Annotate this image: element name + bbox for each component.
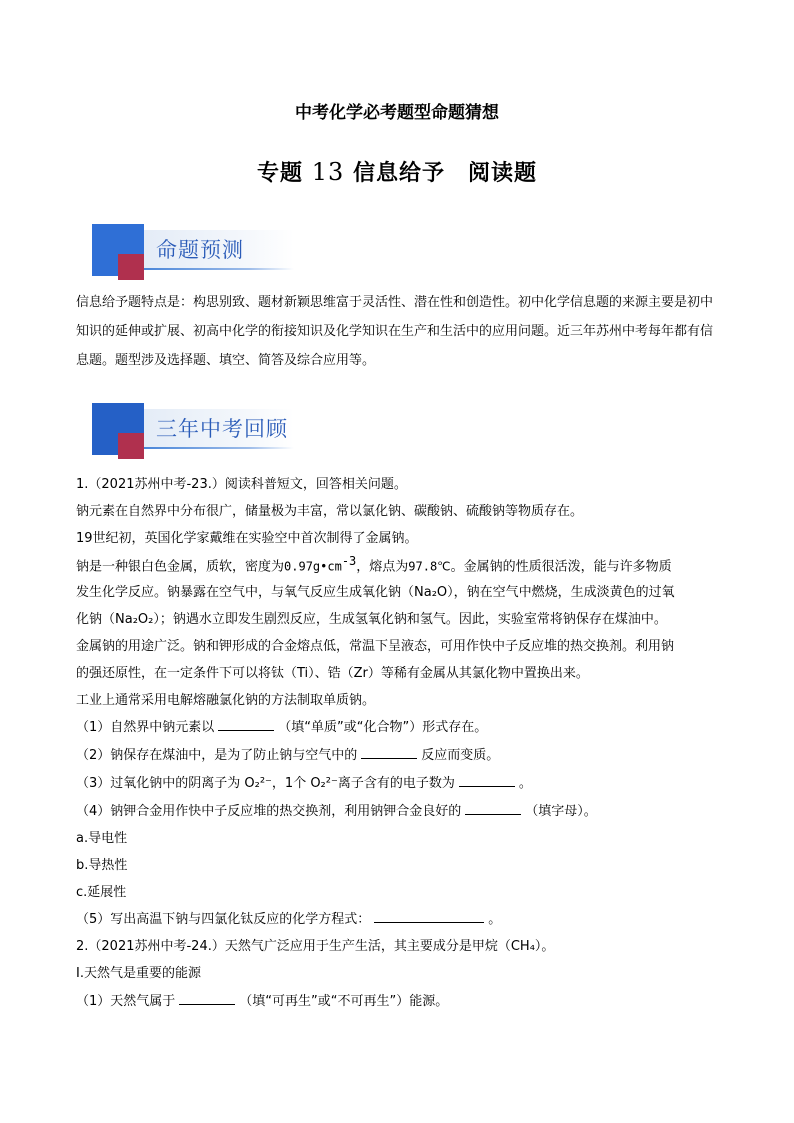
sub-title-number: 13 [311,158,345,186]
q1-text: 钠是一种银白色金属，质软，密度为 [76,559,285,575]
q1-text-line: 发生化学反应。钠暴露在空气中，与氧气反应生成氧化钠（Na₂O），钠在空气中燃烧，生成淡黄色的过氧 [76,585,675,600]
subquestion-text: （2）钠保存在煤油中，是为了防止钠与空气中的 [76,748,358,763]
subquestion-text: 反应而变质。 [421,748,500,763]
subquestion-text: （填字母）。 [525,804,597,819]
q2-heading: 2.（2021苏州中考-24.）天然气广泛应用于生产生活，其主要成分是甲烷（CH₄）。 [76,939,555,954]
subquestion-text: （填“可再生”或“不可再生”）能源。 [239,994,449,1009]
answer-blank[interactable] [374,910,484,923]
section-banner-prediction [80,224,300,284]
subquestion-text: （3）过氧化钠中的阴离子为 O₂²⁻，1个 O₂²⁻离子含有的电子数为 [76,776,455,791]
intro-paragraph: 信息给予题特点是：构思别致、题材新颖思维富于灵活性、潜在性和创造性。初中化学信息题的来源主要是初中知识的延伸或扩展、初高中化学的衔接知识及化学知识在生产和生活中的应用问题。近三年苏州中考每年都有信息题。题型涉及选择题、填空、简答及综合应用等。 [76,295,714,368]
answer-blank[interactable] [361,746,417,759]
q2-part-heading: Ⅰ.天然气是重要的能源 [76,966,201,981]
sub-title [0,156,794,187]
q1-subquestion-3 [76,772,532,791]
subquestion-text: （填“单质”或“化合物”）形式存在。 [278,720,488,735]
q1-subquestion-5 [76,908,501,927]
banner-underline [144,447,294,449]
q1-text-line: 化钠（Na₂O₂）；钠遇水立即发生剧烈反应，生成氢氧化钠和氢气。因此，实验室常将钠保存在煤油中。 [76,612,667,627]
answer-blank[interactable] [179,992,235,1005]
answer-blank[interactable] [218,718,274,731]
q1-heading: 1.（2021苏州中考-23.）阅读科普短文，回答相关问题。 [76,477,407,492]
banner-underline [144,268,294,270]
answer-blank[interactable] [465,802,521,815]
subquestion-text: 。 [488,912,502,927]
melting-point-value: 97.8℃ [408,559,451,574]
section-label: 命题预测 [156,238,244,262]
q1-text: 。金属钠的性质很活泼，能与许多物质 [450,559,672,575]
q1-subquestion-1 [76,716,487,735]
q1-text-line: 的强还原性，在一定条件下可以将钛（Ti）、锆（Zr）等稀有金属从其氯化物中置换出来。 [76,666,589,681]
q1-text-line: 钠元素在自然界中分布很广，储量极为丰富，常以氯化钠、碳酸钠、硫酸钠等物质存在。 [76,504,584,519]
section-label: 三年中考回顾 [156,417,288,441]
q1-text-line: 19世纪初，英国化学家戴维在实验空中首次制得了金属钠。 [76,531,418,546]
q1-text-line [76,554,672,574]
q1-text: ，熔点为 [356,559,409,575]
q1-subquestion-2 [76,744,499,763]
section-banner-review [80,403,300,463]
option-a: a.导电性 [76,831,128,846]
sub-title-prefix: 专题 [257,161,304,186]
subquestion-text: （5）写出高温下钠与四氯化钛反应的化学方程式： [76,912,371,927]
subquestion-text: （1）自然界中钠元素以 [76,720,215,735]
answer-blank[interactable] [459,774,515,787]
option-c: c.延展性 [76,885,127,900]
option-b: b.导热性 [76,858,128,873]
q2-subquestion-1 [76,990,448,1009]
sub-title-suffix: 信息给予 阅读题 [352,161,537,186]
q1-text-line: 金属钠的用途广泛。钠和钾形成的合金熔点低，常温下呈液态，可用作快中子反应堆的热交换剂。利用钠 [76,639,675,654]
subquestion-text: 。 [518,776,532,791]
main-title: 中考化学必考题型命题猜想 [295,103,499,123]
density-exponent: -3 [341,554,357,568]
banner-red-square-icon [118,254,144,280]
subquestion-text: （4）钠钾合金用作快中子反应堆的热交换剂，利用钠钾合金良好的 [76,804,462,819]
q1-text-line: 工业上通常采用电解熔融氯化钠的方法制取单质钠。 [76,693,376,708]
banner-red-square-icon [118,433,144,459]
subquestion-text: （1）天然气属于 [76,994,176,1009]
q1-subquestion-4 [76,800,597,819]
density-value: 0.97g•cm [284,559,342,574]
